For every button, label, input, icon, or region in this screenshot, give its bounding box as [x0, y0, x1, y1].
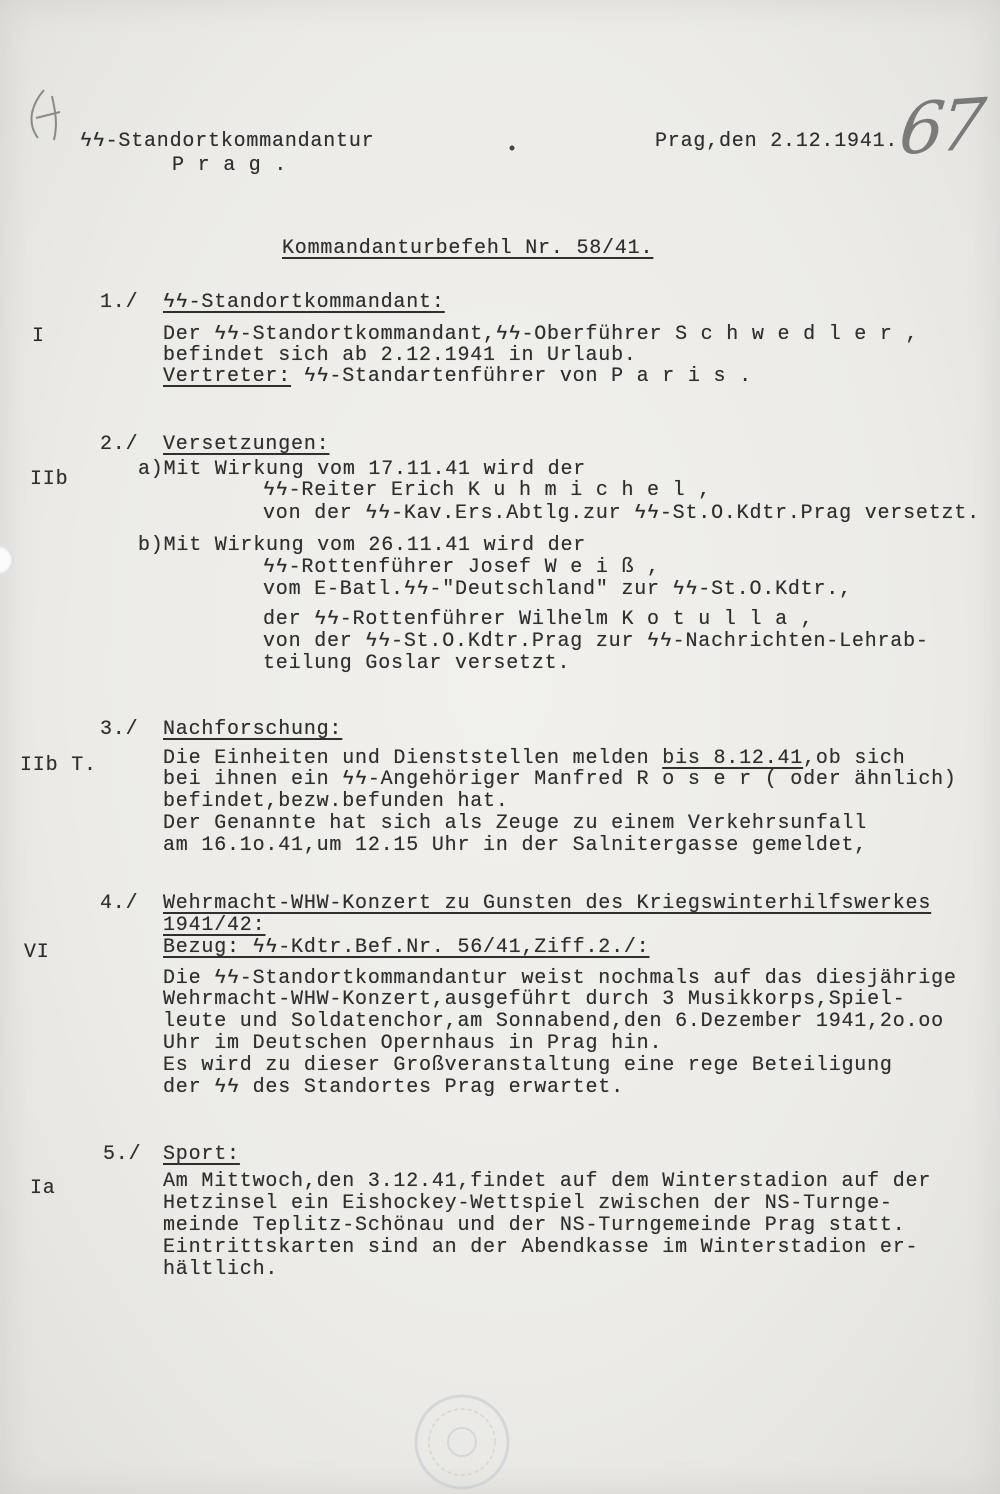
margin-code: IIb T. [20, 754, 97, 777]
line-text: ,ob sich [803, 747, 906, 770]
body-line: teilung Goslar versetzt. [263, 652, 571, 675]
margin-code: VI [24, 941, 50, 964]
body-line: Wehrmacht-WHW-Konzert,ausgeführt durch 3 Musikkorps,Spiel- [163, 988, 906, 1011]
section-number: 3./ [100, 718, 139, 741]
line-text: ϟϟ-Standartenführer von P a r i s . [291, 365, 752, 388]
body-line: Eintrittskarten sind an der Abendkasse im Winterstadion er- [163, 1236, 919, 1259]
place-date: Prag,den 2.12.1941. [655, 130, 899, 153]
body-line: ϟϟ-Rottenführer Josef W e i ß , [263, 556, 660, 579]
underlined-text: Vertreter: [163, 365, 292, 388]
body-line: von der ϟϟ-Kav.Ers.Abtlg.zur ϟϟ-St.O.Kdtr.Prag versetzt. [263, 502, 980, 525]
body-line: bei ihnen ein ϟϟ-Angehöriger Manfred R o s e r ( oder ähnlich) [163, 768, 957, 791]
reference-line: Bezug: ϟϟ-Kdtr.Bef.Nr. 56/41,Ziff.2./: [163, 936, 650, 959]
folio-number: 67 [895, 82, 986, 172]
order-title: Kommandanturbefehl Nr. 58/41. [282, 237, 654, 260]
section-number: 2./ [100, 433, 139, 456]
body-line: vom E-Batl.ϟϟ-"Deutschland" zur ϟϟ-St.O.Kdtr., [263, 578, 852, 601]
ink-dot [510, 146, 515, 151]
body-line: hältlich. [163, 1258, 279, 1281]
body-line: der ϟϟ des Standortes Prag erwartet. [163, 1076, 624, 1099]
section-heading: Sport: [163, 1143, 240, 1166]
underlined-text: bis 8.12.41 [662, 747, 804, 770]
body-line: Hetzinsel ein Eishockey-Wettspiel zwischen der NS-Turnge- [163, 1192, 893, 1215]
body-line: Uhr im Deutschen Opernhaus in Prag hin. [163, 1032, 663, 1055]
body-line: leute und Soldatenchor,am Sonnabend,den 6.Dezember 1941,2o.oo [163, 1010, 944, 1033]
body-line [163, 748, 906, 770]
margin-code: I [32, 325, 45, 348]
body-line: Es wird zu dieser Großveranstaltung eine rege Beteiligung [163, 1054, 893, 1077]
body-line: meinde Teplitz-Schönau und der NS-Turngemeinde Prag statt. [163, 1214, 906, 1237]
body-line: Die ϟϟ-Standortkommandantur weist nochmals auf das diesjährige [163, 967, 957, 990]
archive-stamp [416, 1396, 508, 1488]
section-heading: Versetzungen: [163, 433, 330, 456]
section-number: 1./ [100, 291, 139, 314]
section-heading: ϟϟ-Standortkommandant: [163, 291, 445, 314]
handwritten-mark [31, 90, 60, 140]
section-number: 5./ [103, 1143, 142, 1166]
section-heading-continued: 1941/42: [163, 914, 266, 937]
body-line: ϟϟ-Reiter Erich K u h m i c h e l , [263, 479, 712, 502]
section-number: 4./ [100, 892, 139, 915]
office-line: ϟϟ-Standortkommandantur [80, 130, 375, 153]
margin-code: IIb [30, 468, 69, 491]
body-line: der ϟϟ-Rottenführer Wilhelm K o t u l l a , [263, 608, 814, 631]
body-line: von der ϟϟ-St.O.Kdtr.Prag zur ϟϟ-Nachrichten-Lehrab- [263, 630, 929, 653]
body-line: b)Mit Wirkung vom 26.11.41 wird der [138, 534, 587, 557]
margin-code: Ia [30, 1177, 56, 1200]
section-heading: Wehrmacht-WHW-Konzert zu Gunsten des Kriegswinterhilfswerkes [163, 892, 932, 915]
body-line [163, 366, 752, 388]
body-line: Der Genannte hat sich als Zeuge zu einem Verkehrsunfall [163, 812, 868, 835]
body-line: am 16.1o.41,um 12.15 Uhr in der Salnitergasse gemeldet, [163, 834, 868, 857]
line-text: Die Einheiten und Dienststellen melden [163, 747, 663, 770]
office-city: P r a g . [172, 154, 288, 177]
body-line: Der ϟϟ-Standortkommandant,ϟϟ-Oberführer S c h w e d l e r , [163, 323, 919, 346]
body-line: Am Mittwoch,den 3.12.41,findet auf dem Winterstadion auf der [163, 1170, 932, 1193]
body-line: befindet,bezw.befunden hat. [163, 790, 509, 813]
body-line: befindet sich ab 2.12.1941 in Urlaub. [163, 344, 637, 367]
body-line: a)Mit Wirkung vom 17.11.41 wird der [138, 458, 587, 481]
section-heading: Nachforschung: [163, 718, 343, 741]
